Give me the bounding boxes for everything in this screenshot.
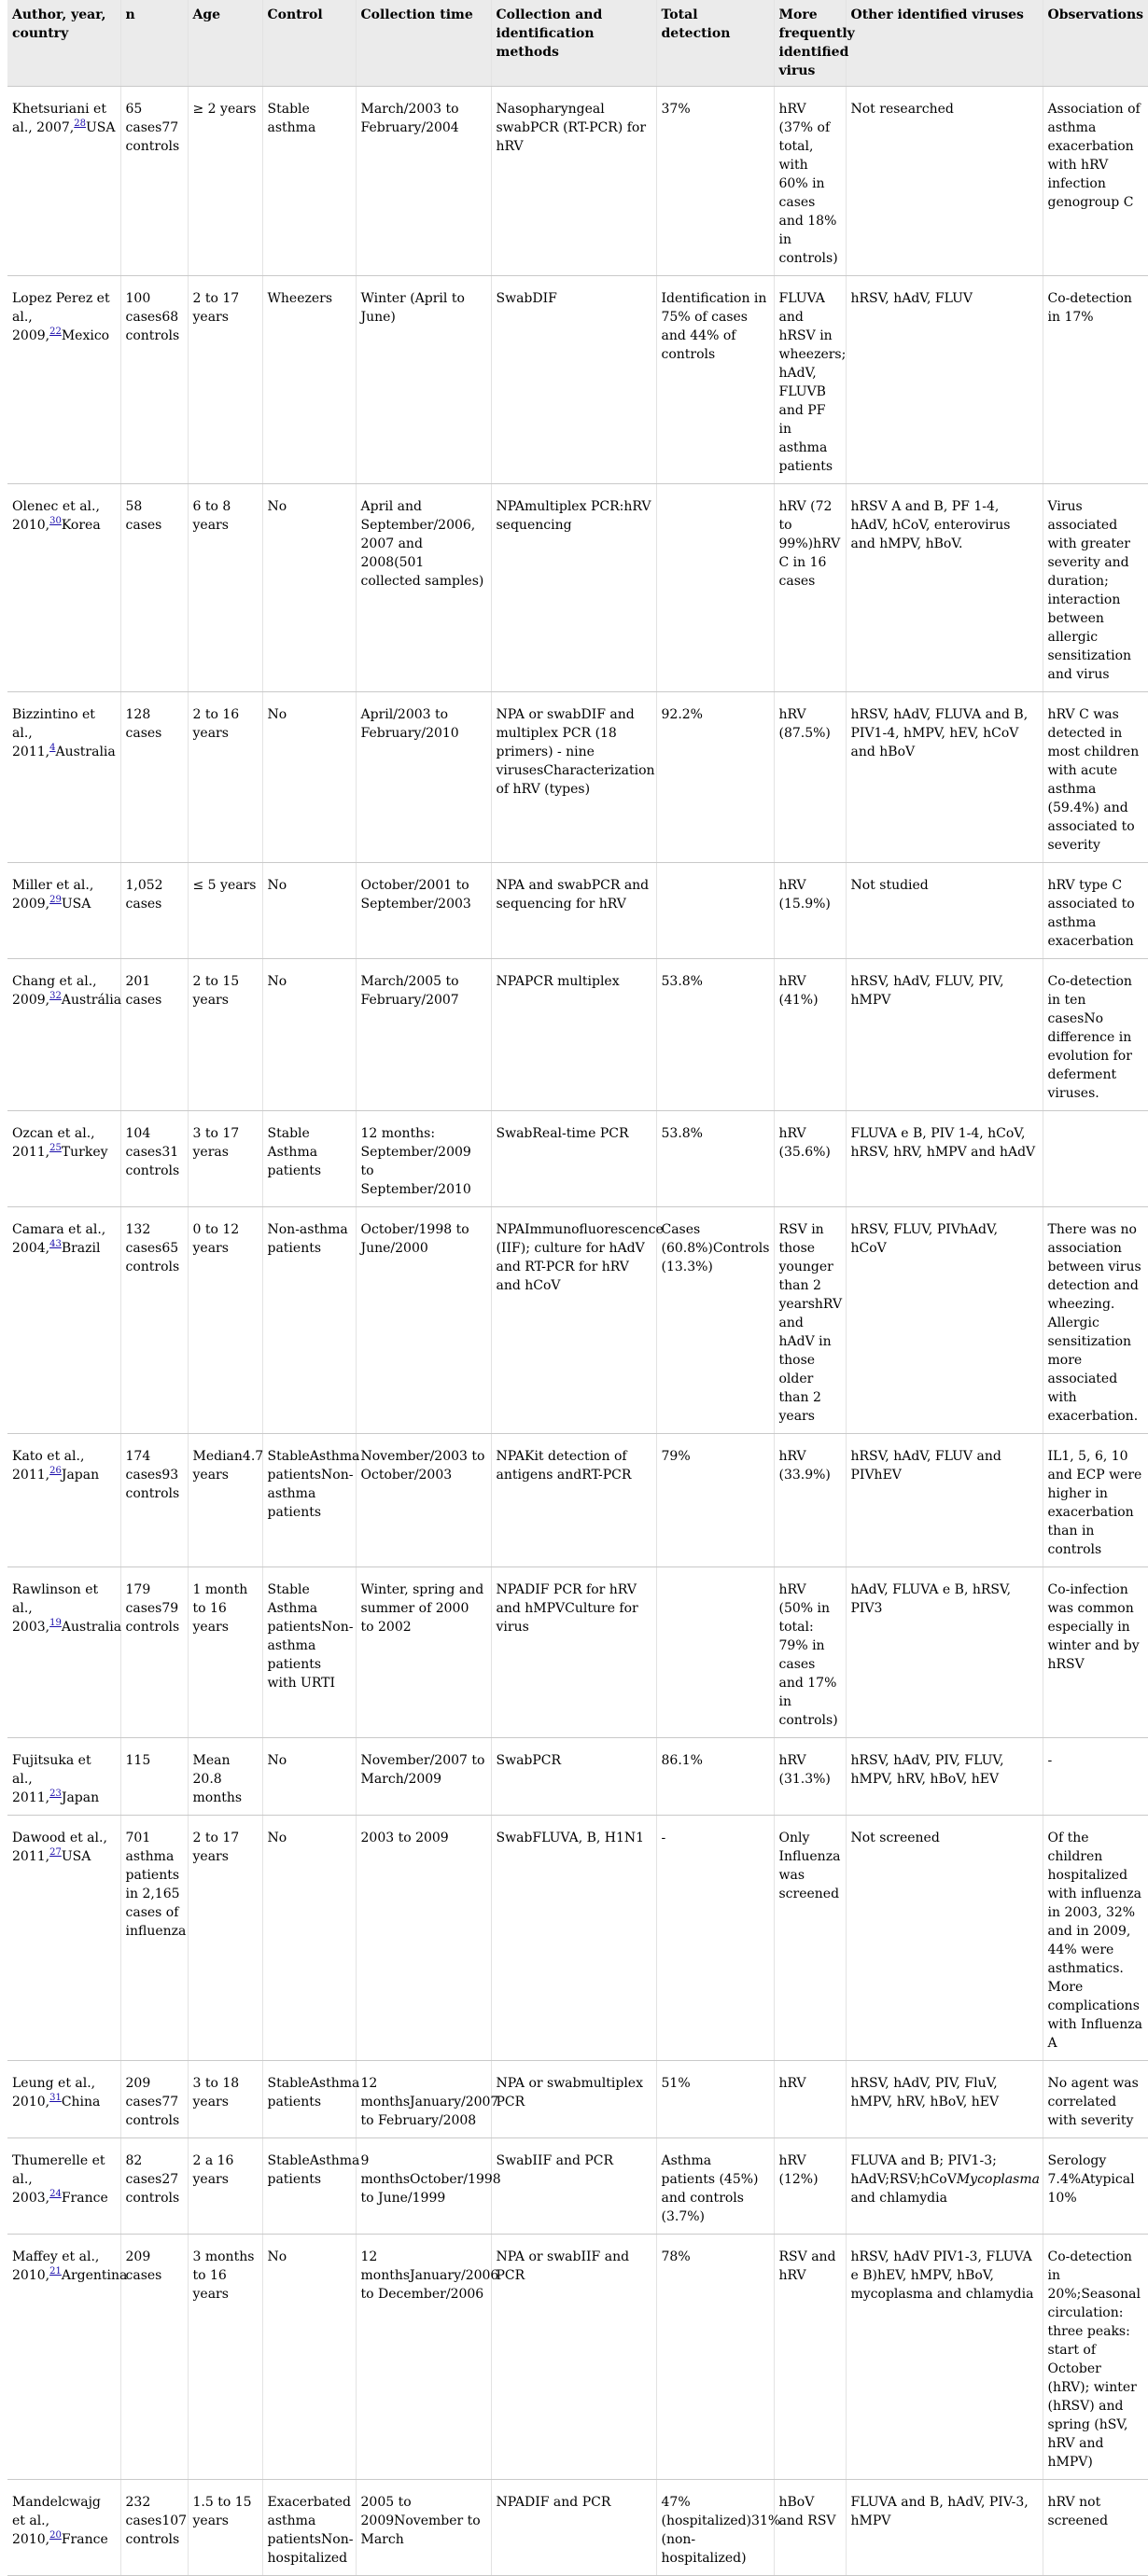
- country-text: China: [61, 2095, 101, 2110]
- cell-total-detection: 51%: [656, 2061, 774, 2138]
- cell-age: 3 to 17 yeras: [188, 1111, 262, 1207]
- other-text: hRSV, hAdV, PIV, FLUV, hMPV, hRV, hBoV, hEV: [850, 1753, 1004, 1787]
- cell-total-detection: 47% (hospitalized)31% (non-hospitalized): [656, 2480, 774, 2576]
- cell-collection-time: 2003 to 2009: [356, 1816, 491, 2061]
- country-text: USA: [61, 897, 91, 912]
- cell-author: [7, 2480, 120, 2576]
- cell-total-detection: Cases (60.8%)Controls (13.3%): [656, 1207, 774, 1434]
- country-text: Korea: [61, 518, 101, 533]
- cell-control: StableAsthma patients: [262, 2138, 356, 2235]
- cell-collection-time: October/1998 to June/2000: [356, 1207, 491, 1434]
- cell-n: 232 cases107 controls: [120, 2480, 188, 2576]
- reference-link[interactable]: 29: [49, 895, 62, 906]
- cell-other-viruses: [846, 1816, 1043, 2061]
- cell-collection-time: 12 monthsJanuary/2007 to February/2008: [356, 2061, 491, 2138]
- cell-age: 0 to 12 years: [188, 1207, 262, 1434]
- cell-control: Non-asthma patients: [262, 1207, 356, 1434]
- cell-control: No: [262, 959, 356, 1111]
- table-row: [7, 1434, 1148, 1567]
- table-row: [7, 2061, 1148, 2138]
- header-age: Age: [188, 0, 262, 87]
- cell-collection-time: 12 monthsJanuary/2006 to December/2006: [356, 2235, 491, 2480]
- cell-observations: [1043, 1111, 1148, 1207]
- cell-methods: NPAImmunofluorescence (IIF); culture for hAdV and RT-PCR for hRV and hCoV: [491, 1207, 656, 1434]
- country-text: USA: [61, 1849, 91, 1864]
- cell-age: 1.5 to 15 years: [188, 2480, 262, 2576]
- cell-n: 58 cases: [120, 484, 188, 692]
- cell-n: 201 cases: [120, 959, 188, 1111]
- cell-control: StableAsthma patients: [262, 2061, 356, 2138]
- other-text: hRSV, hAdV, FLUV, PIV, hMPV: [850, 974, 1004, 1008]
- cell-observations: IL1, 5, 6, 10 and ECP were higher in exacerbation than in controls: [1043, 1434, 1148, 1567]
- author-text: Ozcan et al., 2011,: [12, 1126, 95, 1160]
- cell-frequent-virus: FLUVA and hRSV in wheezers; hAdV, FLUVB and PF in asthma patients: [774, 276, 846, 484]
- cell-methods: NPADIF and PCR: [491, 2480, 656, 2576]
- cell-frequent-virus: Only Influenza was screened: [774, 1816, 846, 2061]
- cell-other-viruses: [846, 2235, 1043, 2480]
- author-text: Leung et al., 2010,: [12, 2076, 96, 2110]
- table-row: [7, 2480, 1148, 2576]
- author-text: Camara et al., 2004,: [12, 1222, 106, 1256]
- header-n: n: [120, 0, 188, 87]
- cell-methods: NPAPCR multiplex: [491, 959, 656, 1111]
- cell-total-detection: Asthma patients (45%) and controls (3.7%): [656, 2138, 774, 2235]
- cell-observations: Co-detection in 17%: [1043, 276, 1148, 484]
- cell-control: Exacerbated asthma patientsNon-hospitalized: [262, 2480, 356, 2576]
- country-text: Australia: [61, 1620, 122, 1635]
- reference-link[interactable]: 24: [49, 2189, 62, 2200]
- cell-age: ≥ 2 years: [188, 87, 262, 276]
- cell-other-viruses: [846, 2061, 1043, 2138]
- other-text: hRSV, hAdV, PIV, FluV, hMPV, hRV, hBoV, hEV: [850, 2076, 1000, 2110]
- table-row: [7, 1567, 1148, 1738]
- cell-observations: Co-detection in 20%;Seasonal circulation: three peaks: start of October (hRV); winter (hRSV) and spring (hSV, hRV and hMPV): [1043, 2235, 1148, 2480]
- cell-frequent-virus: hRV (15.9%): [774, 863, 846, 959]
- reference-link[interactable]: 28: [74, 118, 86, 130]
- cell-observations: -: [1043, 1738, 1148, 1816]
- cell-frequent-virus: hRV (41%): [774, 959, 846, 1111]
- cell-control: No: [262, 692, 356, 863]
- other-tail-text: and chlamydia: [850, 2191, 947, 2206]
- header-total-detection: Total detection: [656, 0, 774, 87]
- cell-observations: Serology 7.4%Atypical 10%: [1043, 2138, 1148, 2235]
- other-text: Not screened: [850, 1831, 940, 1845]
- cell-age: 2 to 17 years: [188, 276, 262, 484]
- other-text: Not studied: [850, 878, 929, 893]
- header-row: [7, 0, 1148, 87]
- cell-methods: NPA or swabIIF and PCR: [491, 2235, 656, 2480]
- other-text: hRSV, FLUV, PIVhAdV, hCoV: [850, 1222, 999, 1256]
- author-text: Dawood et al., 2011,: [12, 1831, 107, 1864]
- cell-author: [7, 2061, 120, 2138]
- reference-link[interactable]: 27: [49, 1847, 62, 1859]
- table-row: [7, 863, 1148, 959]
- country-text: Mexico: [61, 328, 110, 343]
- author-text: Miller et al., 2009,: [12, 878, 94, 912]
- cell-n: 104 cases31 controls: [120, 1111, 188, 1207]
- reference-link[interactable]: 30: [49, 516, 62, 527]
- cell-author: [7, 863, 120, 959]
- cell-total-detection: -: [656, 1816, 774, 2061]
- cell-control: Stable Asthma patients: [262, 1111, 356, 1207]
- cell-other-viruses: [846, 484, 1043, 692]
- cell-age: 2 a 16 years: [188, 2138, 262, 2235]
- author-text: Chang et al., 2009,: [12, 974, 97, 1008]
- cell-observations: hRV type C associated to asthma exacerbation: [1043, 863, 1148, 959]
- other-text: hRSV, hAdV, FLUV: [850, 291, 973, 306]
- cell-other-viruses: [846, 2480, 1043, 2576]
- cell-methods: NPA or swabmultiplex PCR: [491, 2061, 656, 2138]
- virus-detection-table: [7, 0, 1148, 2576]
- cell-n: 82 cases27 controls: [120, 2138, 188, 2235]
- cell-methods: SwabPCR: [491, 1738, 656, 1816]
- country-text: Brazil: [61, 1241, 101, 1256]
- cell-other-viruses: [846, 1738, 1043, 1816]
- cell-age: Median4.7 years: [188, 1434, 262, 1567]
- country-text: USA: [86, 120, 116, 135]
- other-text: FLUVA and B, hAdV, PIV-3, hMPV: [850, 2495, 1029, 2528]
- cell-collection-time: April/2003 to February/2010: [356, 692, 491, 863]
- cell-total-detection: 53.8%: [656, 959, 774, 1111]
- page: [7, 0, 1148, 2576]
- cell-frequent-virus: hRV (35.6%): [774, 1111, 846, 1207]
- cell-methods: SwabDIF: [491, 276, 656, 484]
- country-text: Austrália: [61, 993, 122, 1008]
- other-text: hRSV, hAdV PIV1-3, FLUVA e B)hEV, hMPV, hBoV, mycoplasma and chlamydia: [850, 2249, 1034, 2302]
- cell-total-detection: 79%: [656, 1434, 774, 1567]
- cell-frequent-virus: RSV and hRV: [774, 2235, 846, 2480]
- cell-frequent-virus: hRV (72 to 99%)hRV C in 16 cases: [774, 484, 846, 692]
- other-text: hRSV, hAdV, FLUVA and B, PIV1-4, hMPV, hEV, hCoV and hBoV: [850, 707, 1029, 759]
- cell-author: [7, 1738, 120, 1816]
- cell-frequent-virus: hRV (37% of total, with 60% in cases and 18% in controls): [774, 87, 846, 276]
- cell-author: [7, 1567, 120, 1738]
- cell-author: [7, 959, 120, 1111]
- cell-n: 128 cases: [120, 692, 188, 863]
- table-row: [7, 87, 1148, 276]
- cell-frequent-virus: hRV (50% in total: 79% in cases and 17% in controls): [774, 1567, 846, 1738]
- cell-total-detection: [656, 863, 774, 959]
- cell-age: 3 to 18 years: [188, 2061, 262, 2138]
- table-row: [7, 276, 1148, 484]
- other-italic-text: Mycoplasma: [956, 2172, 1040, 2187]
- cell-total-detection: 78%: [656, 2235, 774, 2480]
- cell-observations: Co-infection was common especially in winter and by hRSV: [1043, 1567, 1148, 1738]
- table-row: [7, 1738, 1148, 1816]
- cell-other-viruses: [846, 692, 1043, 863]
- country-text: Japan: [61, 1468, 100, 1483]
- cell-control: Stable asthma: [262, 87, 356, 276]
- author-text: Kato et al., 2011,: [12, 1449, 85, 1483]
- table-row: [7, 2235, 1148, 2480]
- cell-other-viruses: [846, 1207, 1043, 1434]
- reference-link[interactable]: 4: [49, 743, 56, 754]
- cell-methods: Nasopharyngeal swabPCR (RT-PCR) for hRV: [491, 87, 656, 276]
- cell-collection-time: Winter, spring and summer of 2000 to 2002: [356, 1567, 491, 1738]
- cell-author: [7, 1111, 120, 1207]
- cell-age: 2 to 15 years: [188, 959, 262, 1111]
- cell-methods: SwabIIF and PCR: [491, 2138, 656, 2235]
- cell-author: [7, 2138, 120, 2235]
- reference-link[interactable]: 21: [49, 2266, 62, 2277]
- cell-n: 174 cases93 controls: [120, 1434, 188, 1567]
- author-text: Maffey et al., 2010,: [12, 2249, 100, 2283]
- reference-link[interactable]: 31: [49, 2093, 62, 2104]
- cell-other-viruses: [846, 87, 1043, 276]
- cell-author: [7, 484, 120, 692]
- reference-link[interactable]: 26: [49, 1466, 62, 1477]
- country-text: France: [61, 2532, 108, 2547]
- cell-collection-time: 2005 to 2009November to March: [356, 2480, 491, 2576]
- cell-age: 6 to 8 years: [188, 484, 262, 692]
- cell-author: [7, 1207, 120, 1434]
- cell-total-detection: 53.8%: [656, 1111, 774, 1207]
- country-text: Turkey: [61, 1145, 108, 1160]
- cell-n: 1,052 cases: [120, 863, 188, 959]
- cell-methods: SwabReal-time PCR: [491, 1111, 656, 1207]
- cell-collection-time: October/2001 to September/2003: [356, 863, 491, 959]
- cell-observations: There was no association between virus detection and wheezing. Allergic sensitization more associated with exacerbation.: [1043, 1207, 1148, 1434]
- cell-methods: NPAKit detection of antigens andRT-PCR: [491, 1434, 656, 1567]
- cell-total-detection: [656, 1567, 774, 1738]
- cell-other-viruses: [846, 2138, 1043, 2235]
- cell-total-detection: Identification in 75% of cases and 44% of controls: [656, 276, 774, 484]
- header-collection-time: Collection time: [356, 0, 491, 87]
- cell-methods: NPADIF PCR for hRV and hMPVCulture for virus: [491, 1567, 656, 1738]
- country-text: Japan: [61, 1790, 100, 1805]
- cell-other-viruses: [846, 959, 1043, 1111]
- cell-methods: NPA and swabPCR and sequencing for hRV: [491, 863, 656, 959]
- cell-other-viruses: [846, 1567, 1043, 1738]
- cell-n: 209 cases: [120, 2235, 188, 2480]
- cell-total-detection: [656, 484, 774, 692]
- cell-author: [7, 2235, 128, 2480]
- header-control: Control: [262, 0, 356, 87]
- cell-frequent-virus: hRV (31.3%): [774, 1738, 846, 1816]
- cell-other-viruses: [846, 276, 1043, 484]
- other-text: FLUVA and B; PIV1-3; hAdV;RSV;hCoV: [850, 2153, 997, 2187]
- cell-observations: Virus associated with greater severity and duration; interaction between allergic sensitization and virus: [1043, 484, 1148, 692]
- cell-age: 2 to 17 years: [188, 1816, 262, 2061]
- author-text: Mandelcwajg et al., 2010,: [12, 2495, 101, 2547]
- cell-author: [7, 692, 120, 863]
- cell-n: 701 asthma patients in 2,165 cases of influenza: [120, 1816, 188, 2061]
- cell-methods: NPAmultiplex PCR:hRV sequencing: [491, 484, 656, 692]
- other-text: FLUVA e B, PIV 1-4, hCoV, hRSV, hRV, hMPV and hAdV: [850, 1126, 1036, 1160]
- reference-link[interactable]: 20: [49, 2530, 62, 2541]
- cell-methods: NPA or swabDIF and multiplex PCR (18 primers) - nine virusesCharacterization of hRV (types): [491, 692, 656, 863]
- cell-age: Mean 20.8 months: [188, 1738, 262, 1816]
- author-text: Rawlinson et al., 2003,: [12, 1582, 99, 1635]
- cell-n: 65 cases77 controls: [120, 87, 188, 276]
- cell-frequent-virus: hRV (87.5%): [774, 692, 846, 863]
- cell-observations: hRV C was detected in most children with acute asthma (59.4%) and associated to severity: [1043, 692, 1148, 863]
- table-row: [7, 692, 1148, 863]
- cell-methods: SwabFLUVA, B, H1N1: [491, 1816, 656, 2061]
- cell-collection-time: November/2003 to October/2003: [356, 1434, 491, 1567]
- cell-control: No: [262, 1816, 356, 2061]
- author-text: Bizzintino et al., 2011,: [12, 707, 95, 759]
- reference-link[interactable]: 19: [49, 1618, 62, 1629]
- cell-n: 209 cases77 controls: [120, 2061, 188, 2138]
- cell-observations: No agent was correlated with severity: [1043, 2061, 1148, 2138]
- cell-author: [7, 276, 120, 484]
- cell-collection-time: November/2007 to March/2009: [356, 1738, 491, 1816]
- cell-collection-time: April and September/2006, 2007 and 2008(501 collected samples): [356, 484, 491, 692]
- cell-total-detection: 86.1%: [656, 1738, 774, 1816]
- cell-author: [7, 87, 120, 276]
- cell-collection-time: 12 months: September/2009 to September/2010: [356, 1111, 491, 1207]
- cell-frequent-virus: hRV: [774, 2061, 846, 2138]
- header-other-viruses: Other identified viruses: [846, 0, 1043, 87]
- reference-link[interactable]: 25: [49, 1143, 62, 1154]
- cell-other-viruses: [846, 863, 1043, 959]
- author-text: Fujitsuka et al., 2011,: [12, 1753, 91, 1805]
- cell-total-detection: 37%: [656, 87, 774, 276]
- cell-frequent-virus: hBoV and RSV: [774, 2480, 846, 2576]
- cell-author: [7, 1816, 120, 2061]
- cell-frequent-virus: RSV in those younger than 2 yearshRV and hAdV in those older than 2 years: [774, 1207, 846, 1434]
- cell-control: Wheezers: [262, 276, 356, 484]
- cell-observations: Association of asthma exacerbation with hRV infection genogroup C: [1043, 87, 1148, 276]
- table-row: [7, 484, 1148, 692]
- reference-link[interactable]: 43: [49, 1239, 62, 1250]
- cell-n: 100 cases68 controls: [120, 276, 188, 484]
- cell-frequent-virus: hRV (12%): [774, 2138, 846, 2235]
- cell-age: ≤ 5 years: [188, 863, 262, 959]
- header-observations: Observations: [1043, 0, 1148, 87]
- cell-control: StableAsthma patientsNon-asthma patients: [262, 1434, 356, 1567]
- author-text: Thumerelle et al., 2003,: [12, 2153, 105, 2206]
- other-text: Not researched: [850, 102, 954, 117]
- country-text: France: [61, 2191, 108, 2206]
- table-body: [7, 87, 1148, 2576]
- table-row: [7, 1816, 1148, 2061]
- other-text: hRSV, hAdV, FLUV and PIVhEV: [850, 1449, 1001, 1483]
- author-text: Khetsuriani et al., 2007,: [12, 102, 106, 135]
- cell-n: 179 cases79 controls: [120, 1567, 188, 1738]
- cell-control: No: [262, 2235, 356, 2480]
- cell-control: No: [262, 484, 356, 692]
- cell-other-viruses: [846, 1111, 1043, 1207]
- cell-collection-time: Winter (April to June): [356, 276, 491, 484]
- cell-n: 115: [120, 1738, 188, 1816]
- reference-link[interactable]: 23: [49, 1789, 62, 1800]
- cell-observations: hRV not screened: [1043, 2480, 1148, 2576]
- header-author: Author, year, country: [7, 0, 120, 87]
- cell-collection-time: March/2005 to February/2007: [356, 959, 491, 1111]
- cell-control: No: [262, 1738, 356, 1816]
- author-text: Olenec et al., 2010,: [12, 499, 100, 533]
- cell-collection-time: 9 monthsOctober/1998 to June/1999: [356, 2138, 491, 2235]
- table-row: [7, 1111, 1148, 1207]
- reference-link[interactable]: 22: [49, 327, 62, 338]
- cell-other-viruses: [846, 1434, 1043, 1567]
- other-text: hAdV, FLUVA e B, hRSV, PIV3: [850, 1582, 1012, 1616]
- cell-total-detection: 92.2%: [656, 692, 774, 863]
- country-text: Argentina: [61, 2268, 128, 2283]
- cell-age: 2 to 16 years: [188, 692, 262, 863]
- table-header: [7, 0, 1148, 87]
- header-methods: Collection and identification methods: [491, 0, 656, 87]
- cell-control: No: [262, 863, 356, 959]
- reference-link[interactable]: 32: [49, 991, 62, 1002]
- other-text: hRSV A and B, PF 1-4, hAdV, hCoV, enterovirus and hMPV, hBoV.: [850, 499, 1011, 551]
- cell-observations: Of the children hospitalized with influenza in 2003, 32% and in 2009, 44% were asthmatics. More complications with Influenza A: [1043, 1816, 1148, 2061]
- cell-n: 132 cases65 controls: [120, 1207, 188, 1434]
- cell-age: 1 month to 16 years: [188, 1567, 262, 1738]
- cell-age: 3 months to 16 years: [188, 2235, 262, 2480]
- cell-collection-time: March/2003 to February/2004: [356, 87, 491, 276]
- cell-observations: Co-detection in ten casesNo difference in evolution for deferment viruses.: [1043, 959, 1148, 1111]
- header-frequent-virus: More frequently identified virus: [774, 0, 846, 87]
- country-text: Australia: [55, 745, 116, 759]
- cell-author: [7, 1434, 120, 1567]
- table-row: [7, 959, 1148, 1111]
- table-row: [7, 2138, 1148, 2235]
- cell-control: Stable Asthma patientsNon-asthma patients with URTI: [262, 1567, 356, 1738]
- author-text: Lopez Perez et al., 2009,: [12, 291, 110, 343]
- table-row: [7, 1207, 1148, 1434]
- cell-frequent-virus: hRV (33.9%): [774, 1434, 846, 1567]
